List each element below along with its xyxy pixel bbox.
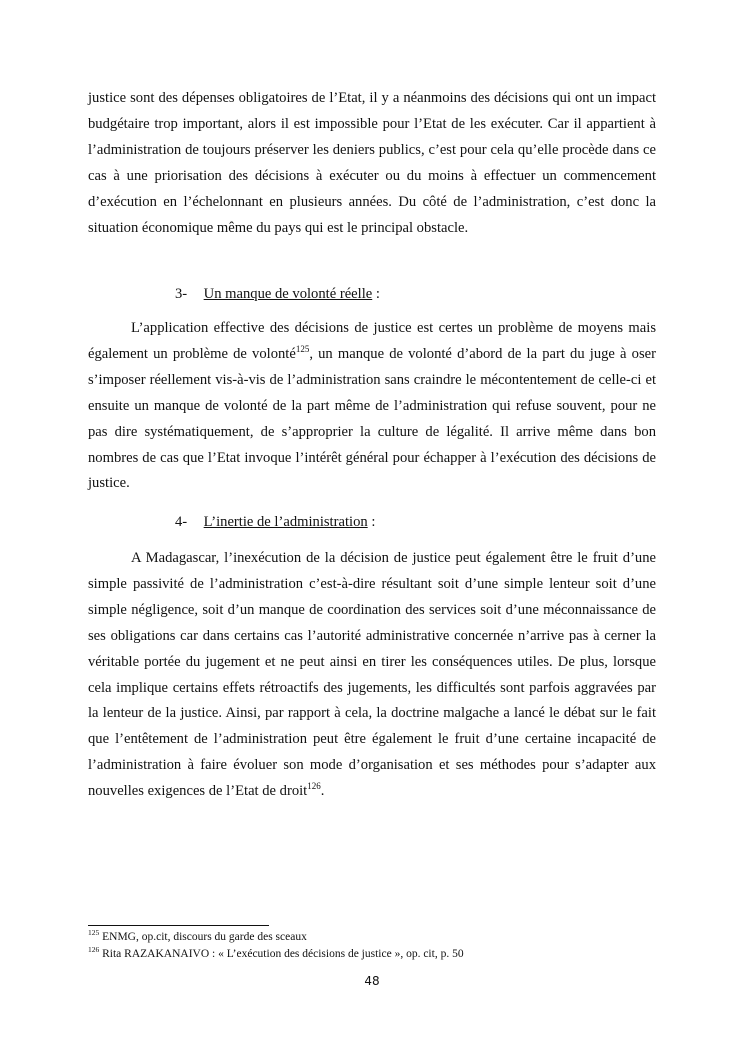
footnote-125 — [88, 930, 688, 945]
paragraph-text: L’application effective des décisions de justice est certes un problème de moyens mais également un problème de volonté — [88, 320, 656, 362]
section-suffix: : — [372, 286, 380, 302]
footnote-text: Rita RAZAKANAIVO : « L’exécution des décisions de justice », op. cit, p. 50 — [99, 948, 464, 960]
section-heading-4 — [175, 510, 375, 536]
section-number: 3- — [175, 286, 188, 302]
footnote-126 — [88, 947, 688, 962]
footnote-number: 125 — [88, 928, 100, 938]
section-title: L’inertie de l’administration — [203, 514, 368, 530]
paragraph-budget-obstacle: justice sont des dépenses obligatoires de l’Etat, il y a néanmoins des décisions qui ont un impact budgétaire trop important, alors il est impossible pour l’Etat de les exécuter. Car il appartient à l’administration de toujours préserver les deniers publics, c’est pour cela qu’elle procède dans ce cas à une priorisation des décisions à exécuter ou du moins à effectuer un commencement d’exécution en l’échelonnant en plusieurs années. Du côté de l’administration, c’est donc la situation économique même du pays qui est le principal obstacle. — [88, 90, 656, 236]
footnote-text: ENMG, op.cit, discours du garde des sceaux — [99, 931, 307, 943]
section-title: Un manque de volonté réelle — [203, 286, 373, 302]
paragraph-administrative-inertia — [88, 546, 656, 805]
section-suffix: : — [367, 514, 376, 530]
footnote-number: 126 — [88, 945, 100, 955]
footnote-divider — [88, 925, 269, 926]
paragraph-text: , un manque de volonté d’abord de la part du juge à oser s’imposer réellement vis-à-vis de l’administration sans craindre le mécontentement de celle-ci et ensuite un manque de volonté de la part même de l’administration qui refuse souvent, pour ne pas dire systématiquement, de s’approprier la culture de légalité. Il arrive même dans bon nombres de cas que l’Etat invoque l’intérêt général pour échapper à l’exécution des décisions de justice. — [88, 345, 656, 492]
paragraph-lack-of-will — [88, 316, 656, 497]
section-number: 4- — [175, 514, 188, 530]
footnote-reference: 126 — [307, 781, 321, 792]
paragraph-text: . — [320, 783, 325, 800]
paragraph-text: A Madagascar, l’inexécution de la décision de justice peut également être le fruit d’une simple passivité de l’administration c’est-à-dire résultant soit d’une simple lenteur soit d’une simple négligence, soit d’un manque de coordination des services soit d’une méconnaissance de ses obligations car dans certains cas l’autorité administrative concernée n’arrive pas à cerner la véritable portée du jugement et ne peut ainsi en tirer les conséquences utiles. De plus, lorsque cela implique certains effets rétroactifs des jugements, les difficultés sont parfois aggravées par la lenteur de la justice. Ainsi, par rapport à cela, la doctrine malgache a lancé le débat sur le fait que l’entêtement de l’administration peut être également le fruit d’une certaine incapacité de l’administration à faire évoluer son mode d’organisation et ses méthodes pour s’adapter aux nouvelles exigences de l’Etat de droit — [88, 550, 656, 800]
footnote-reference: 125 — [295, 344, 310, 355]
page-number: 48 — [364, 974, 380, 988]
section-heading-3 — [175, 282, 380, 308]
